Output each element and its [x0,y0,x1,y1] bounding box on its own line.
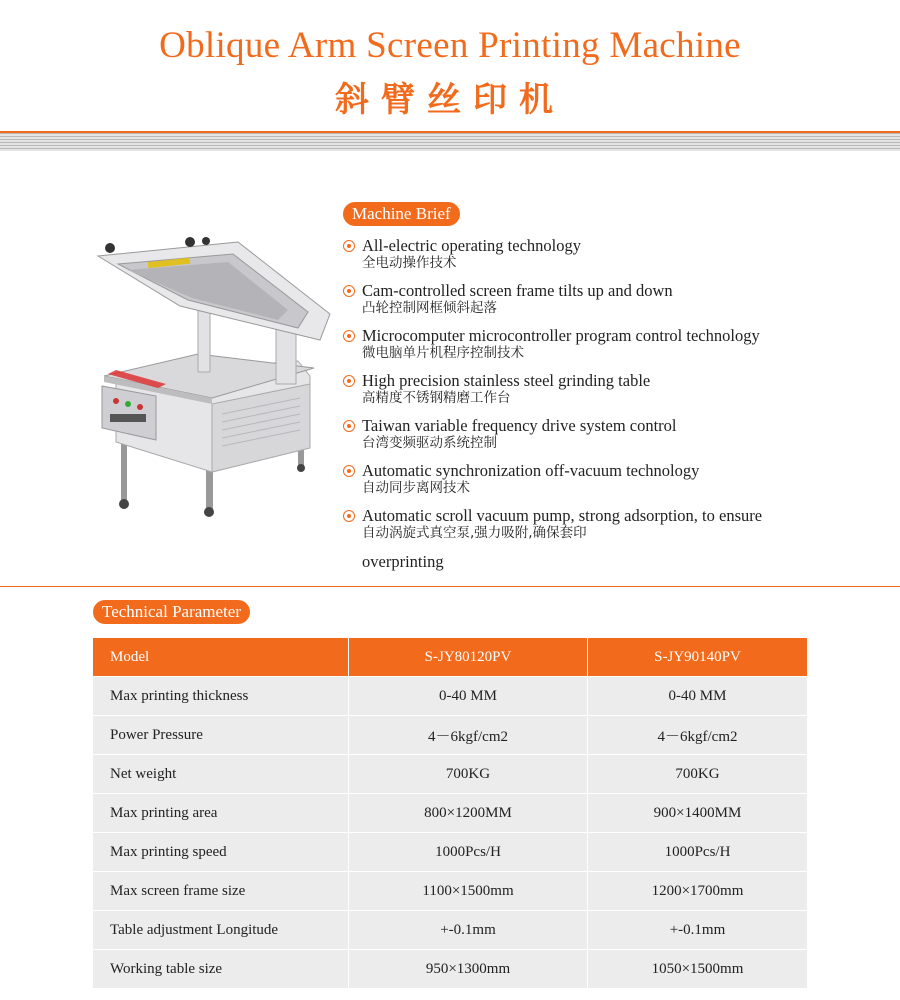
param-value: 4－6kgf/cm2 [349,716,588,755]
param-value: 1100×1500mm [349,872,588,911]
param-value: 700KG [349,755,588,794]
param-value: 1200×1700mm [588,872,808,911]
feature-text-en: Automatic synchronization off-vacuum technology [362,461,700,480]
table-row [93,911,807,950]
feature-text-cn: 凸轮控制网框倾斜起落 [362,300,497,316]
bullet-icon [343,420,355,432]
table-row [93,716,807,755]
feature-text-cn: 自动同步离网技术 [362,480,470,496]
param-name: Max printing area [93,794,349,833]
header-divider-band [0,131,900,151]
param-value: 0-40 MM [349,677,588,716]
feature-list [343,236,863,576]
bullet-icon [343,285,355,297]
bullet-icon [343,240,355,252]
param-value: 1000Pcs/H [349,833,588,872]
machine-brief-badge: Machine Brief [343,202,460,226]
table-header-row [93,638,807,677]
param-value: 4－6kgf/cm2 [588,716,808,755]
feature-item [343,326,863,371]
table-row [93,833,807,872]
feature-item [343,416,863,461]
feature-text-continuation: overprinting [362,552,444,571]
param-value: +-0.1mm [349,911,588,950]
feature-text-cn: 全电动操作技术 [362,255,457,271]
feature-text-cn: 自动涡旋式真空泵,强力吸附,确保套印 [362,525,587,541]
param-value: 1000Pcs/H [588,833,808,872]
page-title: Oblique Arm Screen Printing Machine [159,25,741,66]
param-value: 950×1300mm [349,950,588,989]
param-value: 1050×1500mm [588,950,808,989]
param-name: Table adjustment Longitude [93,911,349,950]
feature-item [343,506,863,576]
feature-text-en: High precision stainless steel grinding table [362,371,651,390]
feature-text-en: Cam-controlled screen frame tilts up and down [362,281,673,300]
feature-text-en: Microcomputer microcontroller program control technology [362,326,760,345]
param-value: 800×1200MM [349,794,588,833]
param-name: Working table size [93,950,349,989]
feature-item [343,461,863,506]
bullet-icon [343,330,355,342]
table-row [93,950,807,989]
parameter-table [93,638,807,989]
bullet-icon [343,465,355,477]
param-name: Max printing speed [93,833,349,872]
table-row [93,755,807,794]
feature-item [343,281,863,326]
machine-illustration [88,236,336,522]
header-cell: S-JY90140PV [588,638,808,677]
page-title-chinese: 斜臂丝印机 [335,80,565,120]
param-value: 0-40 MM [588,677,808,716]
header-cell: Model [93,638,349,677]
feature-text-en: Taiwan variable frequency drive system control [362,416,677,435]
bullet-icon [343,375,355,387]
param-value: 700KG [588,755,808,794]
feature-text-en: All-electric operating technology [362,236,581,255]
feature-text-en: Automatic scroll vacuum pump, strong adsorption, to ensure [362,506,763,525]
param-value: +-0.1mm [588,911,808,950]
table-row [93,794,807,833]
feature-item [343,236,863,281]
feature-item [343,371,863,416]
param-name: Power Pressure [93,716,349,755]
feature-text-cn: 微电脑单片机程序控制技术 [362,345,524,361]
header-cell: S-JY80120PV [349,638,588,677]
param-name: Max screen frame size [93,872,349,911]
param-value: 900×1400MM [588,794,808,833]
technical-parameter-badge: Technical Parameter [93,600,250,624]
param-name: Net weight [93,755,349,794]
bullet-icon [343,510,355,522]
feature-text-cn: 高精度不锈钢精磨工作台 [362,390,511,406]
table-row [93,872,807,911]
table-row [93,677,807,716]
param-name: Max printing thickness [93,677,349,716]
section-divider [0,586,900,587]
feature-text-cn: 台湾变频驱动系统控制 [362,435,497,451]
